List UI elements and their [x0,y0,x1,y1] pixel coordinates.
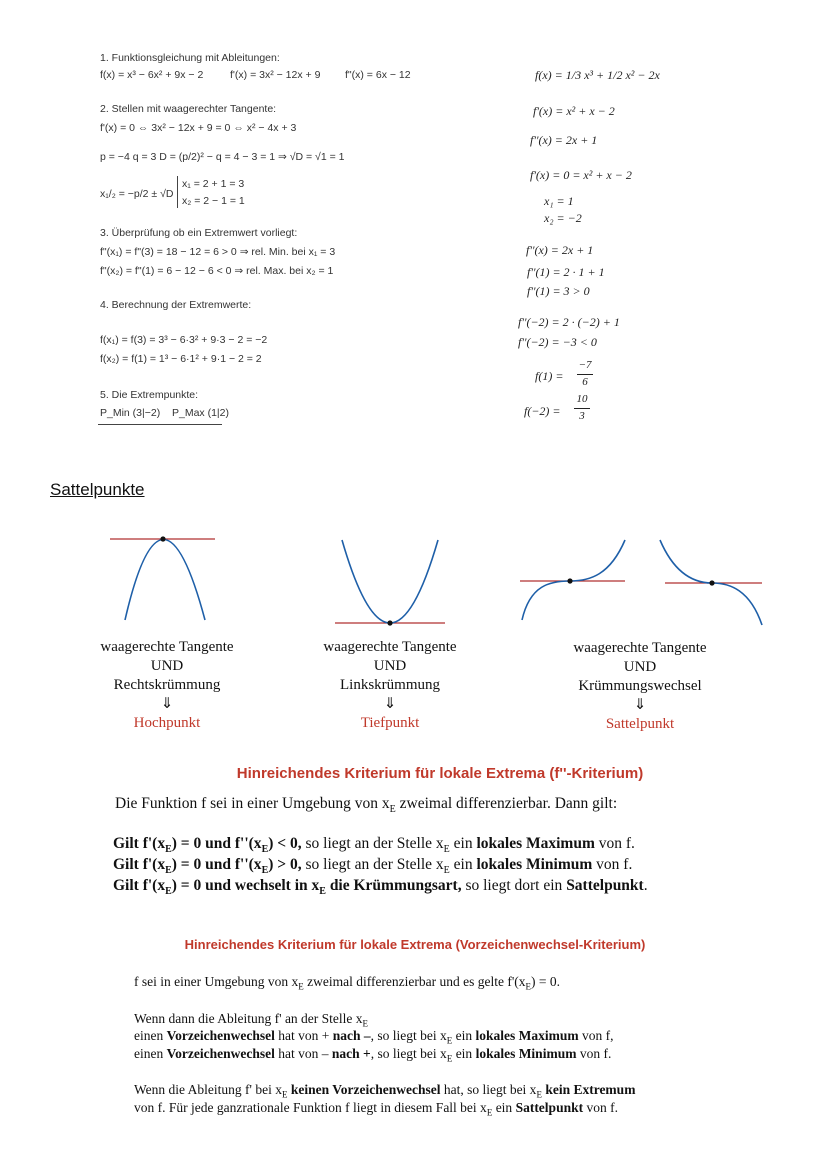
c2p3l1-b: keinen Vorzeichenwechsel [287,1082,441,1097]
step2-pq: p = −4 q = 3 D = (p/2)² − q = 4 − 3 = 1 ⇒ √D = √1 = 1 [100,151,345,163]
c2p2l1-a: Wenn dann die Ableitung f' an der Stelle x [134,1011,363,1026]
c2p3l2-sub: E [486,1107,493,1118]
c2p2l3-f: ein [452,1046,476,1061]
criterion1-title: Hinreichendes Kriterium für lokale Extrema (f''-Kriterium) [236,765,644,782]
step4-title: 4. Berechnung der Extremwerte: [100,299,252,311]
criterion1-intro-sub: E [389,804,396,816]
c1l2-sub2: E [261,865,269,877]
c2p1-a: f sei in einer Umgebung von x [134,974,299,989]
card-sattelpunkt-result: Sattelpunkt [605,716,675,732]
ex-f-at-m2-fracline [574,408,590,409]
step2-divider [177,176,178,208]
criterion2-para3-line1 [134,1082,635,1100]
c2p2l2-c: hat von + [274,1028,333,1043]
card-sattelpunkt-l3: Krümmungswechsel [578,678,702,694]
c1l3-sub1: E [165,886,172,898]
c2p2l2-b: Vorzeichenwechsel [166,1028,275,1043]
step1-first-derivative: f'(x) = 3x² − 12x + 9 [230,69,321,81]
step2-title: 2. Stellen mit waagerechter Tangente: [100,103,277,115]
ex-first-derivative: f'(x) = x² + x − 2 [533,104,615,118]
step4-line2: f(x₂) = f(1) = 1³ − 6·1² + 9·1 − 2 = 2 [100,353,262,365]
step1-function: f(x) = x³ − 6x² + 9x − 2 [100,69,204,81]
card-hochpunkt-l3: Rechtskrümmung [113,677,221,693]
c2p1-sub1: E [298,981,304,992]
c1l2-c: ) > 0, [268,856,302,873]
step1-title: 1. Funktionsgleichung mit Ableitungen: [100,52,280,64]
c2p2l1-sub: E [362,1018,369,1029]
curvature-diagrams [90,525,790,635]
c1l3-e: Sattelpunkt [566,877,644,894]
c2p3l2-b: ein [492,1100,516,1115]
c1l1-b: ) = 0 und f''(x [171,835,262,852]
ex-f2-at-m2: f''(−2) = 2 · (−2) + 1 [518,315,620,329]
c2p2l2-g: lokales Maximum [475,1028,579,1043]
c1l2-b: ) = 0 und f''(x [171,856,262,873]
step5-underline [98,424,222,425]
c2p2l2-a: einen [134,1028,167,1043]
step2-equation: f'(x) = 0 ⇔ 3x² − 12x + 9 = 0 ⇔ x² − 4x + 3 [100,122,297,134]
c2p3l1-a: Wenn die Ableitung f' bei x [134,1082,282,1097]
ex-f-at-m2-den: 3 [579,410,585,422]
c1l1-g: von f. [594,835,635,852]
c1l2-d: so liegt an der Stelle x [301,856,444,873]
c1l1-c: ) < 0, [268,835,302,852]
card-hochpunkt-l1: waagerechte Tangente [100,639,234,655]
step2-x12-formula: x₁/₂ = −p/2 ± √D [100,188,174,200]
point-hochpunkt [160,536,165,541]
c2p3l1-d: kein Extremum [541,1082,636,1097]
step3-title: 3. Überprüfung ob ein Extremwert vorliegt: [100,227,298,239]
c2p2l3-e: , so liegt bei x [370,1046,447,1061]
ex-f2-at-1-result: f''(1) = 3 > 0 [527,284,590,298]
ex-derivative-zero: f'(x) = 0 = x² + x − 2 [530,168,632,182]
c1l2-e: ein [449,856,477,873]
criterion2-title: Hinreichendes Kriterium für lokale Extrema (Vorzeichenwechsel-Kriterium) [184,937,646,952]
c2p3l2-d: von f. [583,1100,618,1115]
step5-pmin: P_Min (3|−2) [100,407,161,419]
c2p2l3-b: Vorzeichenwechsel [166,1046,275,1061]
sattelpunkte-heading: Sattelpunkte [50,480,145,499]
step2-x2: x₂ = 2 − 1 = 1 [182,195,245,207]
step3-line2: f"(x₂) = f"(1) = 6 − 12 − 6 < 0 ⇒ rel. Max. bei x₂ = 1 [100,265,334,277]
c2p3l1-c: hat, so liegt bei x [440,1082,537,1097]
ex-x2: x₂ = −2 [544,211,582,225]
c2p1-b: zweimal differenzierbar und es gelte f'(x [303,974,526,989]
c1l3-sub2: E [319,886,326,898]
c2p2l3-a: einen [134,1046,167,1061]
c1l1-d: so liegt an der Stelle x [301,835,444,852]
ex-f-at-m2-num: 10 [576,393,588,405]
card-hochpunkt-l2: UND [150,658,184,674]
curve-hochpunkt [125,540,205,621]
c2p2l2-f: ein [452,1028,476,1043]
c1l1-a: Gilt f'(x [113,835,166,852]
ex-f-at-1-den: 6 [582,376,588,388]
c2p2l3-d: nach + [331,1046,371,1061]
c2p2l3-sub: E [446,1053,453,1064]
c2p2l3-h: von f. [576,1046,612,1061]
c1l2-g: von f. [592,856,633,873]
step5-pmax: P_Max (1|2) [172,407,229,419]
criterion1-intro-rest: zweimal differenzierbar. Dann gilt: [395,795,618,812]
card-tiefpunkt-arrow: ⇓ [383,696,397,712]
card-tiefpunkt-result: Tiefpunkt [360,715,420,731]
c2p3l2-a: von f. Für jede ganzrationale Funktion f liegt in diesem Fall bei x [134,1100,487,1115]
step1-second-derivative: f"(x) = 6x − 12 [345,69,411,81]
criterion2-para2-line3 [134,1046,611,1064]
card-sattelpunkt-arrow: ⇓ [633,697,647,713]
step2-x1: x₁ = 2 + 1 = 3 [182,178,245,190]
criterion1-intro [115,795,617,815]
criterion1-line3 [113,877,648,897]
c2p2l3-c: hat von – [274,1046,332,1061]
ex-f-at-1-lhs: f(1) = [535,369,564,383]
c1l3-c: die Krümmungsart, [325,877,462,894]
ex-f-at-1-num: −7 [578,359,592,371]
c1l3-a: Gilt f'(x [113,877,166,894]
c2p2l2-sub: E [446,1035,453,1046]
card-hochpunkt-arrow: ⇓ [160,696,174,712]
step3-line1: f"(x₁) = f"(3) = 18 − 12 = 6 > 0 ⇒ rel. Min. bei x₁ = 3 [100,246,336,258]
c2p2l3-g: lokales Minimum [475,1046,577,1061]
card-sattelpunkt [560,639,720,734]
card-sattelpunkt-l1: waagerechte Tangente [573,640,707,656]
c2p3l2-c: Sattelpunkt [515,1100,584,1115]
ex-x1: x₁ = 1 [544,194,574,208]
c2p2l2-e: , so liegt bei x [370,1028,447,1043]
c1l2-a: Gilt f'(x [113,856,166,873]
c1l1-f: lokales Maximum [476,835,595,852]
step5-title: 5. Die Extrempunkte: [100,389,199,401]
c1l1-e: ein [449,835,477,852]
c1l3-b: ) = 0 und wechselt in x [171,877,320,894]
card-hochpunkt [87,638,247,733]
c2p3l1-sub2: E [536,1089,542,1100]
c1l2-sub3: E [443,865,450,877]
card-tiefpunkt [310,638,470,733]
ex-second-derivative-b: f''(x) = 2x + 1 [526,243,594,257]
ex-f-at-1-fracline [577,374,593,375]
step4-line1: f(x₁) = f(3) = 3³ − 6·3² + 9·3 − 2 = −2 [100,334,268,346]
criterion2-para1 [134,974,560,992]
ex-f2-at-1: f''(1) = 2 · 1 + 1 [527,265,605,279]
criterion1-intro-a: Die Funktion f sei in einer Umgebung von x [115,795,390,812]
criterion1-line1 [113,835,635,855]
c1l1-sub2: E [261,844,269,856]
ex-f-at-m2-lhs: f(−2) = [524,404,561,418]
ex-second-derivative: f''(x) = 2x + 1 [530,133,598,147]
criterion1-line2 [113,856,632,876]
card-tiefpunkt-l2: UND [373,658,407,674]
c2p1-c: ) = 0. [531,974,561,989]
point-sattel-2 [709,580,714,585]
criterion2-para3-line2 [134,1100,618,1118]
c1l3-f: . [643,877,648,894]
c2p2l2-d: nach – [332,1028,371,1043]
card-sattelpunkt-l2: UND [623,659,657,675]
ex-f2-at-m2-result: f''(−2) = −3 < 0 [518,335,597,349]
c1l3-d: so liegt dort ein [461,877,567,894]
point-sattel-1 [567,578,572,583]
c1l2-sub1: E [165,865,172,877]
c1l1-sub3: E [443,844,450,856]
card-tiefpunkt-l1: waagerechte Tangente [323,639,457,655]
curve-tiefpunkt [342,540,438,623]
c2p3l1-sub1: E [281,1089,288,1100]
curve-sattel-1 [522,540,625,620]
c1l2-f: lokales Minimum [476,856,593,873]
c2p2l2-h: von f, [578,1028,614,1043]
c2p1-sub2: E [525,981,532,992]
point-tiefpunkt [387,620,392,625]
c1l1-sub1: E [165,844,172,856]
card-tiefpunkt-l3: Linkskrümmung [340,677,440,693]
ex-function: f(x) = 1/3 x³ + 1/2 x² − 2x [535,68,660,82]
criterion2-para2-line1 [134,1011,368,1029]
criterion2-para2-line2 [134,1028,613,1046]
card-hochpunkt-result: Hochpunkt [133,715,201,731]
